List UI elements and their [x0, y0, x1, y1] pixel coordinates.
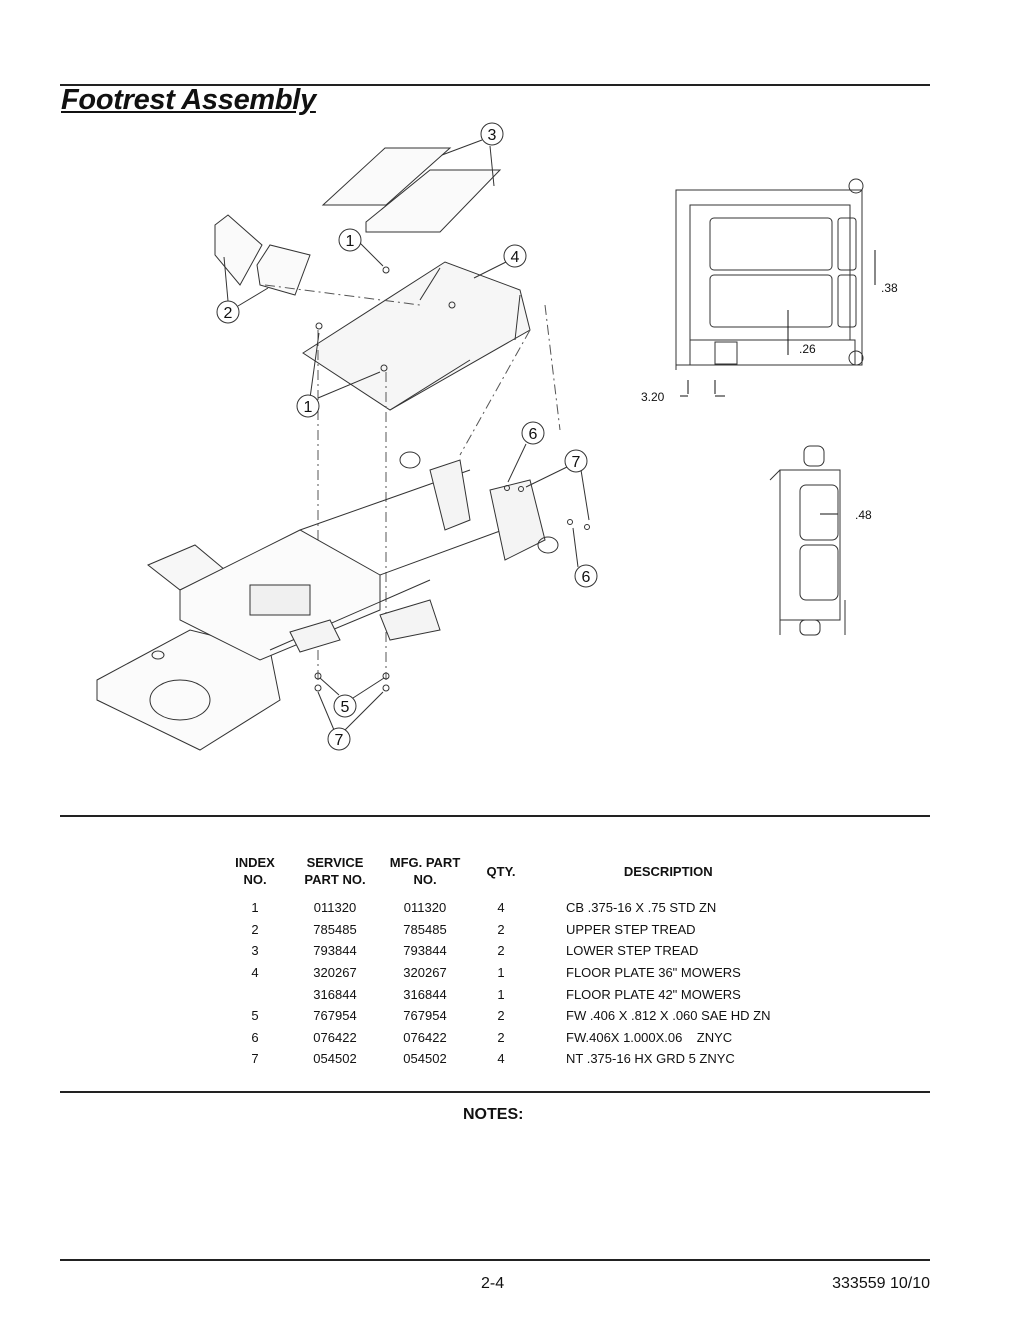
- table-row: [220, 962, 776, 984]
- cell-mfg: 785485: [403, 921, 447, 937]
- cell-qty: 4: [497, 1051, 505, 1067]
- cell-description: FLOOR PLATE 36" MOWERS: [566, 965, 741, 981]
- cell-mfg: 011320: [403, 900, 447, 916]
- cell-service: 793844: [313, 943, 357, 959]
- parts-table: [220, 852, 776, 1070]
- callout-label: 3: [487, 127, 497, 144]
- dimension-label: .48: [855, 508, 872, 522]
- notes-heading: NOTES:: [463, 1106, 524, 1123]
- cell-index: [220, 983, 290, 1005]
- cell-service: 054502: [313, 1051, 357, 1067]
- table-row: [220, 1048, 776, 1070]
- cell-description: FW.406X 1.000X.06 ZNYC: [566, 1029, 733, 1045]
- header-mfg-part: MFG. PART NO.: [389, 855, 461, 887]
- upper-step-tread-part-2: [257, 245, 310, 295]
- page-title: Footrest Assembly: [61, 84, 316, 116]
- table-row: [220, 940, 776, 962]
- cell-qty: 2: [497, 1029, 505, 1045]
- cell-index: 3: [251, 943, 259, 959]
- cell-qty: 2: [497, 1008, 505, 1024]
- upper-step-tread-part: [215, 215, 262, 285]
- table-row: [220, 983, 776, 1005]
- callout-label: 5: [340, 699, 350, 716]
- table-row: [220, 1027, 776, 1049]
- callout-label: 1: [345, 233, 355, 250]
- cell-description: FLOOR PLATE 42" MOWERS: [566, 986, 741, 1002]
- top-view-diagram: [676, 179, 863, 370]
- callout-label: 6: [528, 426, 538, 443]
- cell-mfg: 054502: [403, 1051, 447, 1067]
- floor-plate-part: [303, 262, 530, 410]
- callout-label: 7: [571, 454, 581, 471]
- cell-service: 767954: [313, 1008, 357, 1024]
- table-row: [220, 897, 776, 919]
- cell-mfg: 320267: [403, 965, 447, 981]
- table-row: [220, 919, 776, 941]
- exploded-view-diagram: [0, 110, 1020, 790]
- document-number: 333559 10/10: [832, 1275, 930, 1292]
- cell-mfg: 076422: [403, 1029, 447, 1045]
- cell-index: 5: [251, 1008, 259, 1024]
- footer-rule: [60, 1259, 930, 1261]
- callout-label: 7: [334, 732, 344, 749]
- cell-index: 4: [251, 965, 259, 981]
- cell-service: 316844: [313, 986, 357, 1002]
- cell-service: 076422: [313, 1029, 357, 1045]
- parts-divider-top: [60, 815, 930, 817]
- cell-service: 320267: [313, 965, 357, 981]
- cell-qty: 4: [497, 900, 505, 916]
- cell-description: UPPER STEP TREAD: [566, 921, 696, 937]
- side-view-diagram: [770, 446, 845, 635]
- cell-service: 785485: [313, 921, 357, 937]
- dimension-label: 3.20: [641, 390, 665, 404]
- cell-service: 011320: [313, 900, 357, 916]
- cell-qty: 1: [497, 965, 505, 981]
- parts-divider-bottom: [60, 1091, 930, 1093]
- cell-description: LOWER STEP TREAD: [566, 943, 699, 959]
- cell-qty: 1: [497, 986, 505, 1002]
- cell-mfg: 793844: [403, 943, 447, 959]
- cell-description: FW .406 X .812 X .060 SAE HD ZN: [566, 1008, 771, 1024]
- callout-label: 4: [510, 249, 520, 266]
- cell-mfg: 767954: [403, 1008, 447, 1024]
- dimension-label: .38: [881, 281, 898, 295]
- callout-label: 6: [581, 569, 591, 586]
- cell-description: CB .375-16 X .75 STD ZN: [566, 900, 717, 916]
- table-header-row: [220, 852, 776, 897]
- cell-index: 1: [251, 900, 259, 916]
- callout-label: 1: [303, 399, 313, 416]
- header-description: DESCRIPTION: [623, 863, 713, 879]
- header-service-part: SERVICE PART NO.: [304, 855, 366, 887]
- cell-index: 6: [251, 1029, 259, 1045]
- table-row: [220, 1005, 776, 1027]
- header-qty: QTY.: [486, 863, 516, 879]
- callout-label: 2: [223, 305, 233, 322]
- header-index: INDEX NO.: [235, 855, 275, 887]
- cell-mfg: 316844: [403, 986, 447, 1002]
- cell-description: NT .375-16 HX GRD 5 ZNYC: [566, 1051, 735, 1067]
- page-number: 2-4: [481, 1275, 505, 1292]
- dimension-label: .26: [799, 342, 816, 356]
- cell-qty: 2: [497, 921, 505, 937]
- cell-index: 2: [251, 921, 259, 937]
- cell-index: 7: [251, 1051, 259, 1067]
- cell-qty: 2: [497, 943, 505, 959]
